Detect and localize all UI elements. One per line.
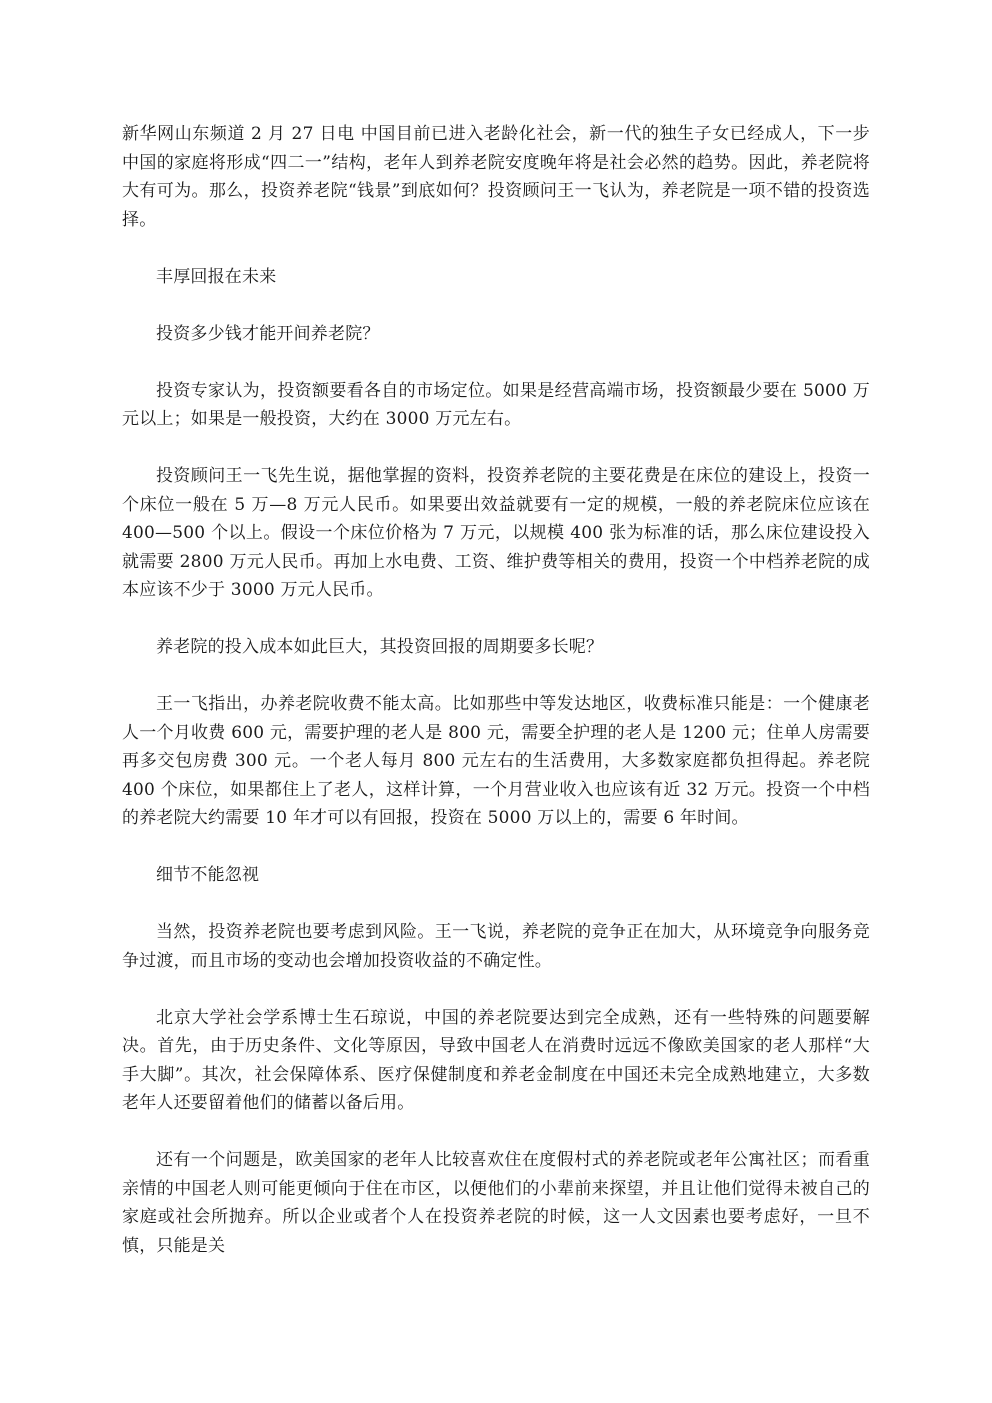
- paragraph-cultural-factors: 还有一个问题是，欧美国家的老年人比较喜欢住在度假村式的养老院或老年公寓社区；而看重亲情的中国老人则可能更倾向于住在市区，以便他们的小辈前来探望，并且让他们觉得未被自己的家庭或社会所抛弃。所以企业或者个人在投资养老院的时候，这一人文因素也要考虑好，一旦不慎，只能是关: [122, 1150, 870, 1256]
- paragraph-special-problems: 北京大学社会学系博士生石琼说，中国的养老院要达到完全成熟，还有一些特殊的问题要解决。首先，由于历史条件、文化等原因，导致中国老人在消费时远远不像欧美国家的老人那样“大手大脚”。其次，社会保障体系、医疗保健制度和养老金制度在中国还未完全成熟地建立，大多数老年人还要留着他们的储蓄以备后用。: [122, 1007, 870, 1113]
- paragraph-bed-costs: 投资顾问王一飞先生说，据他掌握的资料，投资养老院的主要花费是在床位的建设上，投资一个床位一般在 5 万—8 万元人民币。如果要出效益就要有一定的规模，一般的养老院床位应该在 400—500 个以上。假设一个床位价格为 7 万元，以规模 400 张为标准的话，那么床位建设投入就需要 2800 万元人民币。再加上水电费、工资、维护费等相关的费用，投资一个中档养老院的成本应该不少于 3000 万元人民币。: [122, 466, 870, 600]
- paragraph-risks: 当然，投资养老院也要考虑到风险。王一飞说，养老院的竞争正在加大，从环境竞争向服务竞争过渡，而且市场的变动也会增加投资收益的不确定性。: [122, 922, 870, 971]
- paragraph-investment-amount: 投资专家认为，投资额要看各自的市场定位。如果是经营高端市场，投资额最少要在 5000 万元以上；如果是一般投资，大约在 3000 万元左右。: [122, 380, 870, 429]
- section-heading-returns: 丰厚回报在未来: [156, 266, 277, 287]
- section-heading-details: 细节不能忽视: [156, 865, 260, 885]
- intro-paragraph: 新华网山东频道 2 月 27 日电 中国目前已进入老龄化社会，新一代的独生子女已经成人，下一步中国的家庭将形成“四二一”结构，老年人到养老院安度晚年将是社会必然的趋势。因此，养老院将大有可为。那么，投资养老院“钱景”到底如何？投资顾问王一飞认为，养老院是一项不错的投资选择。: [122, 124, 870, 230]
- document-page: [122, 120, 870, 1289]
- paragraph-fees-and-payback: 王一飞指出，办养老院收费不能太高。比如那些中等发达地区，收费标准只能是：一个健康老人一个月收费 600 元，需要护理的老人是 800 元，需要全护理的老人是 1200 元；住单人房需要再多交包房费 300 元。一个老人每月 800 元左右的生活费用，大多数家庭都负担得起。养老院 400 个床位，如果都住上了老人，这样计算，一个月营业收入也应该有近 32 万元。投资一个中档的养老院大约需要 10 年才可以有回报，投资在 5000 万以上的，需要 6 年时间。: [122, 694, 870, 828]
- question-payback-period: 养老院的投入成本如此巨大，其投资回报的周期要多长呢？: [156, 637, 604, 657]
- question-investment-amount: 投资多少钱才能开间养老院？: [156, 323, 380, 344]
